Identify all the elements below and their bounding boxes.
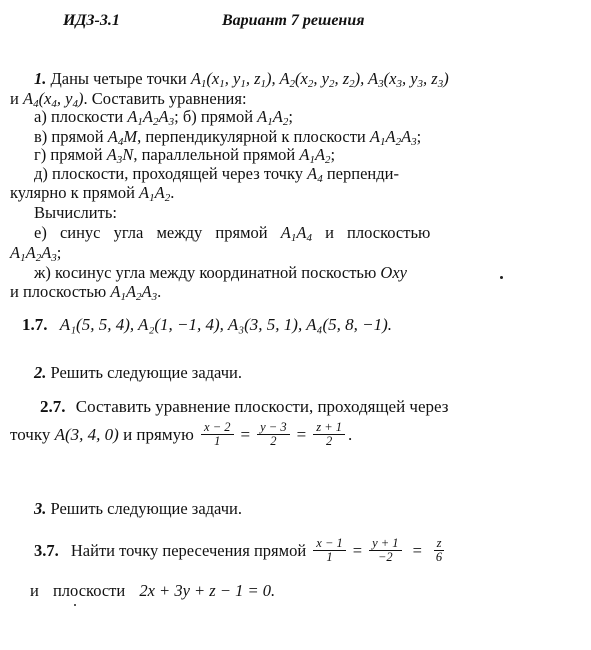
task37-line2 — [30, 582, 275, 600]
task1-line2 — [10, 90, 247, 108]
task1-item-e-cont: $A_1A_2A_3$; — [10, 243, 62, 264]
item-b-label: ; б) прямой — [174, 107, 254, 126]
item-d2-text: кулярно к прямой — [10, 183, 135, 202]
point-a4: $A_4(x_4$, $y_4$) — [22, 89, 84, 110]
item-e-label: е) синус угла между прямой — [34, 223, 268, 242]
item-a-label: а) плоскости — [34, 107, 124, 126]
task17-points: A₁(5, 5, 4), A₂(1, −1, 4), A₃(3, 5, 1), A₄(5, 8, −1). — [59, 315, 392, 334]
item-v-label: в) прямой — [34, 127, 104, 146]
line-a1a2-d: $A_1A_2$ — [139, 183, 171, 204]
task3-line — [34, 500, 242, 518]
task2-line — [34, 364, 242, 382]
task1-item-e — [34, 224, 430, 242]
task1-intro: Даны четыре точки — [50, 69, 187, 88]
point-a4-d: $A_4$ — [307, 164, 323, 185]
item-zh-label: ж) косинус угла между координатной поскостью — [34, 263, 377, 282]
task27-fraction-x: $\frac{x - 2}{1}$ — [201, 421, 233, 448]
plane-a1a2a3: $A_1A_2A_3$ — [127, 107, 175, 128]
line-a4m: $A_4M$ — [107, 127, 138, 148]
task37-fraction-y: $\frac{y + 1}{-2}$ — [369, 537, 401, 564]
item-v-text: , перпендикулярной к плоскости — [137, 127, 366, 146]
line-a1a4: $A_1A_4$ — [280, 223, 312, 244]
task17-line — [22, 316, 392, 334]
task1-item-zh-cont: и плоскостью $A_1A_2A_3$. — [10, 282, 162, 303]
task27-text: Составить уравнение плоскости, проходящей через — [75, 397, 449, 416]
task1-compute: Вычислить: — [34, 203, 117, 222]
task37-number: 3.7. — [34, 541, 59, 560]
task1-item-g: г) прямой $A_3N$, параллельной прямой $A_1A_2$; — [34, 145, 336, 166]
task1-item-a: а) плоскости $A_1A_2A_3$; б) прямой $A_1A_2$; — [34, 107, 293, 128]
task17-number: 1.7. — [22, 315, 48, 334]
doc-title: ИДЗ-3.1 — [63, 12, 120, 29]
task37-plane-label: плоскости — [52, 581, 126, 600]
task1-number: 1. — [34, 69, 47, 88]
task27-line-label: и прямую — [123, 425, 194, 444]
task1-and: и — [10, 89, 19, 108]
task27-fraction-z: $\frac{z + 1}{2}$ — [313, 421, 345, 448]
task27-number: 2.7. — [40, 397, 66, 416]
task3-number: 3. — [34, 499, 47, 518]
task1-line1 — [34, 70, 449, 88]
task1-item-d — [34, 165, 399, 183]
task1-item-d-cont: кулярно к прямой $A_1A_2$. — [10, 183, 175, 204]
line-a1a2-g: $A_1A_2$ — [299, 145, 331, 166]
plane-a1a2a3-zh: $A_1A_2A_3$ — [110, 282, 158, 303]
point-list-1: $A_1(x_1$, $y_1$, $z_1$), $A_2(x_2$, $y_2$, $z_2$), $A_3(x_3$, $y_3$, $z_3$) — [190, 69, 449, 90]
line-a3n: $A_3N$ — [106, 145, 134, 166]
scan-speck — [500, 276, 503, 279]
task37-fraction-x: $\frac{x - 1}{1}$ — [313, 537, 345, 564]
task3-text: Решить следующие задачи. — [50, 499, 242, 518]
plane-a1a2a3-v: $A_1A_2A_3$ — [369, 127, 417, 148]
task27-point: A(3, 4, 0) — [54, 425, 119, 444]
task37-fraction-z: $\frac{z}{6}$ — [433, 537, 445, 564]
item-d-text: перпенди- — [326, 164, 399, 183]
item-g-label: г) прямой — [34, 145, 103, 164]
task27-line1 — [40, 398, 449, 416]
variant-title: Вариант 7 решения — [222, 12, 365, 29]
item-e-mid: и плоскостью — [325, 223, 431, 242]
plane-oxy: Oxy — [380, 263, 407, 282]
task27-point-label: точку — [10, 425, 51, 444]
plane-a1a2a3-e: $A_1A_2A_3$ — [10, 243, 57, 264]
task37-text: Найти точку пересечения прямой — [70, 541, 307, 560]
item-d-label: д) плоскости, проходящей через точку — [34, 164, 303, 183]
item-g-text: , параллельной прямой — [133, 145, 296, 164]
task27-line2: точку A(3, 4, 0) и прямую $\frac{x - 2}{1}$ = $\frac{y - 3}{2}$ = $\frac{z + 1}{2}$ . — [10, 419, 353, 448]
item-zh2-text: и плоскостью — [10, 282, 107, 301]
task37-and: и — [30, 581, 39, 600]
task27-fraction-y: $\frac{y - 3}{2}$ — [257, 421, 289, 448]
task2-number: 2. — [34, 363, 47, 382]
line-a1a2: $A_1A_2$ — [257, 107, 289, 128]
scan-speck — [74, 604, 76, 606]
task1-compose: . Составить уравнения: — [83, 89, 247, 108]
task1-item-v: в) прямой $A_4M$, перпендикулярной к плоскости $A_1A_2A_3$; — [34, 127, 422, 148]
task1-item-zh — [34, 264, 407, 282]
task37-plane-eq: 2x + 3y + z − 1 = 0. — [139, 581, 276, 600]
task2-text: Решить следующие задачи. — [50, 363, 242, 382]
task37-line1: 3.7. Найти точку пересечения прямой $\frac{x - 1}{1}$ = $\frac{y + 1}{-2}$ = $\frac{z}{6}$ — [34, 534, 448, 568]
